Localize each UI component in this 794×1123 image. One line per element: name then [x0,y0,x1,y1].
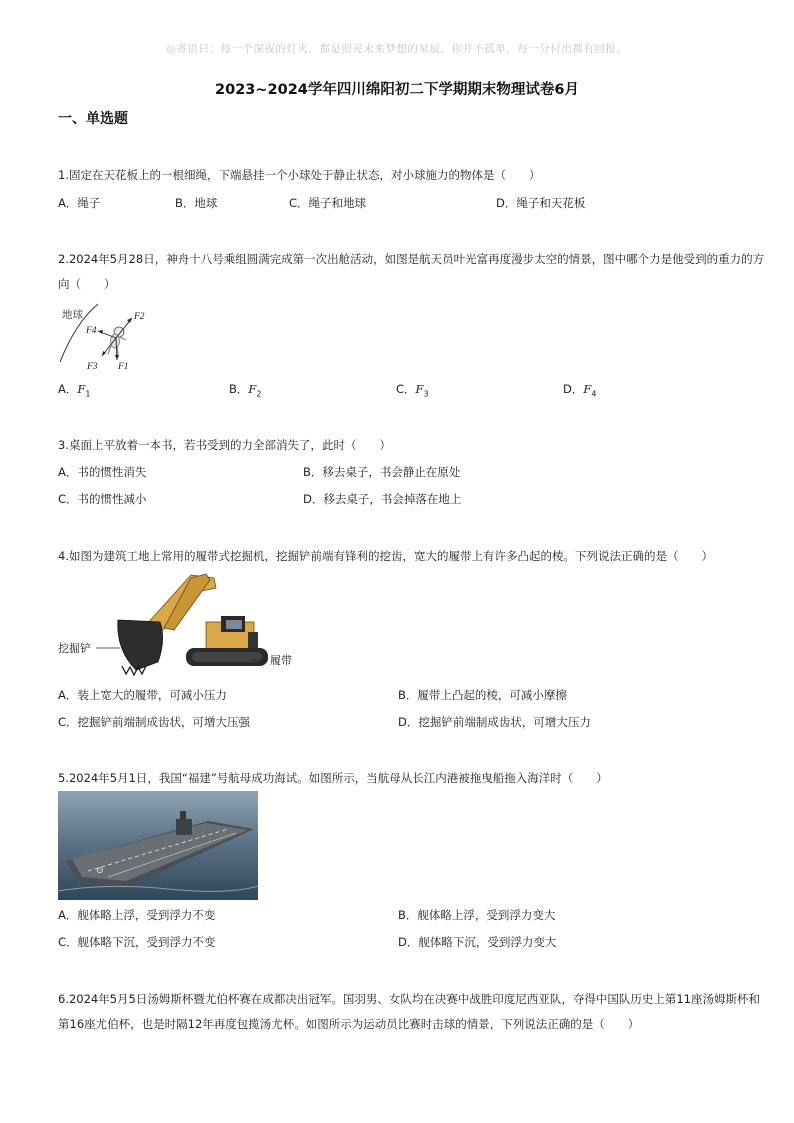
q2-option-a: A．$F_1$ [58,382,91,399]
q3-option-d: D．移去桌子，书会掉落在地上 [303,492,462,506]
q5-option-a: A．舰体略上浮，受到浮力不变 [58,908,216,922]
force-f2-label: F2 [134,312,145,322]
q1-option-b: B．地球 [175,196,218,210]
q5-option-b: B．舰体略上浮，受到浮力变大 [398,908,556,922]
question-4-stem: 4.如图为建筑工地上常用的履带式挖掘机，挖掘铲前端有锋利的挖齿，宽大的履带上有许多凸起的棱。下列说法正确的是（ ） [58,549,713,563]
q2-option-b: B．$F_2$ [229,382,262,399]
q4-option-c: C．挖掘铲前端制成齿状，可增大压强 [58,715,251,729]
q3-option-c: C．书的惯性减小 [58,492,147,506]
header-motto: ◎寄语曰：每一个深夜的灯火，都是照亮未来梦想的星辰，你并不孤单，每一分付出都有回报。 [166,43,628,55]
page-title: 2023~2024学年四川绵阳初二下学期期末物理试卷6月 [215,82,579,98]
excavator-illustration [118,574,268,675]
question-6-stem-line2: 第16座尤伯杯，也是时隔12年再度包揽汤尤杯。如图所示为运动员比赛时击球的情景，下列说法正确的是（ ） [58,1017,640,1031]
track-label: 履带 [270,655,292,667]
q1-option-c: C．绳子和地球 [289,196,367,210]
section-heading: 一、单选题 [58,111,128,127]
q3-option-b: B．移去桌子，书会静止在原处 [303,465,461,479]
q4-option-d: D．挖掘铲前端制成齿状，可增大压力 [398,715,591,729]
question-2-stem-line1: 2.2024年5月28日，神舟十八号乘组圆满完成第一次出舱活动，如图是航天员叶光富再度漫步太空的情景，图中哪个力是他受到的重力的方 [58,252,765,266]
question-6-stem-line1: 6.2024年5月5日汤姆斯杯暨尤伯杯赛在成都决出冠军。国羽男、女队均在决赛中战胜印度尼西亚队，夺得中国队历史上第11座汤姆斯杯和 [58,992,760,1006]
q5-option-d: D．舰体略下沉，受到浮力变大 [398,935,557,949]
excavator-figure [56,570,306,680]
astronaut-force-figure [56,302,156,376]
force-f1-label: F1 [118,362,129,372]
svg-text:⊙: ⊙ [96,866,104,876]
force-f4-label: F4 [86,326,97,336]
bucket-label: 挖掘铲 [58,643,91,655]
q4-option-b: B．履带上凸起的棱，可减小摩擦 [398,688,567,702]
question-2-stem-line2: 向（ ） [58,277,116,291]
aircraft-carrier-photo [58,791,258,900]
question-5-stem: 5.2024年5月1日，我国“福建”号航母成功海试。如图所示，当航母从长江内港被拖曳船拖入海洋时（ ） [58,771,608,785]
q2-option-c: C．$F_3$ [396,382,429,399]
q3-option-a: A．书的惯性消失 [58,465,147,479]
q5-option-c: C．舰体略下沉，受到浮力不变 [58,935,216,949]
q1-option-d: D．绳子和天花板 [496,196,586,210]
q4-option-a: A．装上宽大的履带，可减小压力 [58,688,227,702]
question-1-stem: 1.固定在天花板上的一根细绳，下端悬挂一个小球处于静止状态，对小球施力的物体是（ ） [58,168,541,182]
earth-label: 地球 [62,310,83,321]
force-f3-label: F3 [87,362,98,372]
question-3-stem: 3.桌面上平放着一本书，若书受到的力全部消失了，此时（ ） [58,438,391,452]
q2-option-d: D．$F_4$ [563,382,597,399]
q1-option-a: A．绳子 [58,196,101,210]
